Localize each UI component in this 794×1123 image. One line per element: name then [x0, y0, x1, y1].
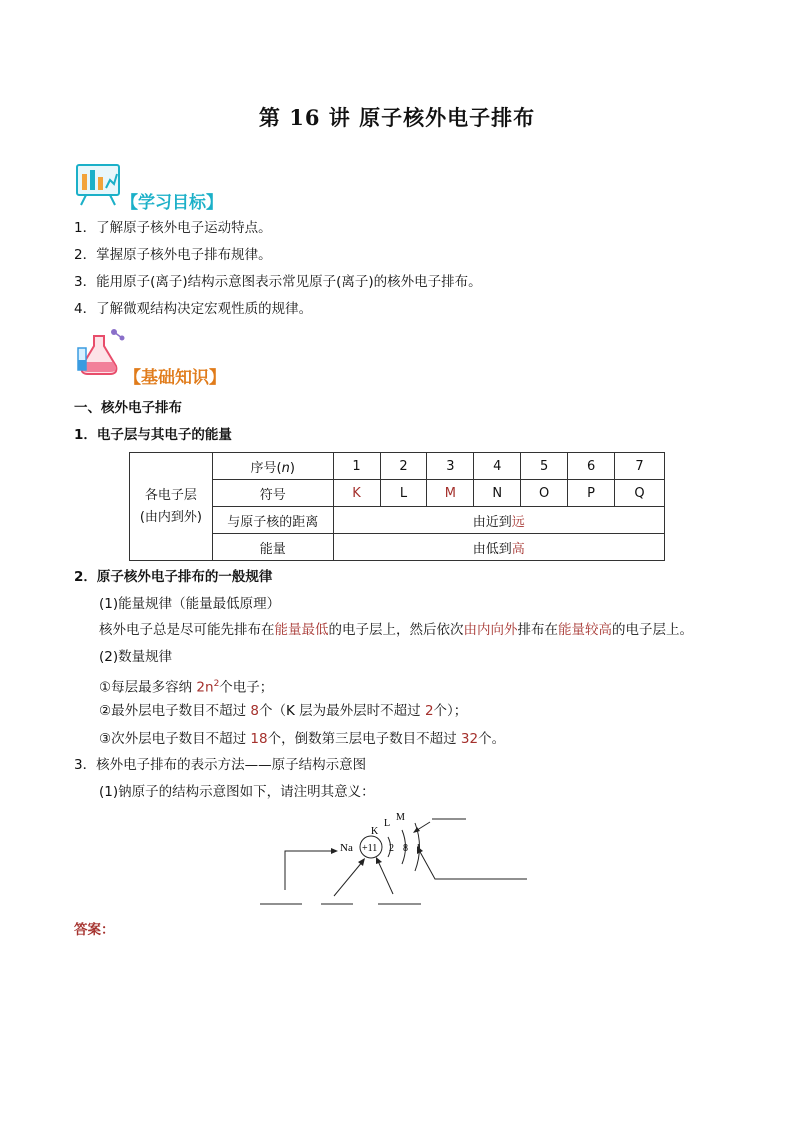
page-title: 第 16 讲 原子核外电子排布	[258, 105, 536, 130]
part-heading: 一、核外电子排布	[74, 400, 182, 416]
shell-label: L	[384, 818, 391, 829]
label-number: 序号(n)	[212, 453, 333, 480]
label-symbol: 符号	[212, 480, 333, 507]
subsection-heading: 1．电子层与其电子的能量	[74, 427, 232, 443]
distance-value: 由近到远	[333, 507, 664, 534]
answer-label: 答案：	[74, 922, 115, 938]
label-distance: 与原子核的距离	[212, 507, 333, 534]
electron-shell-table	[129, 452, 665, 561]
label-energy: 能量	[212, 534, 333, 561]
section-heading-basics: 【基础知识】	[124, 368, 226, 388]
question-text: (1)钠原子的结构示意图如下，请注明其意义：	[99, 784, 375, 800]
shell-number: 1	[333, 453, 380, 480]
flask-icon	[74, 326, 128, 378]
electron-count: 2	[389, 843, 394, 854]
shell-symbol: L	[380, 480, 427, 507]
shell-symbol: Q	[615, 480, 665, 507]
shell-label: M	[396, 812, 405, 823]
shell-number: 5	[521, 453, 568, 480]
shell-number: 3	[427, 453, 474, 480]
rule-text: 核外电子总是尽可能先排布在能量最低的电子层上，然后依次由内向外排布在能量较高的电子层上。	[99, 622, 693, 638]
shell-number: 4	[474, 453, 521, 480]
objective-item: 2．掌握原子核外电子排布规律。	[74, 247, 272, 263]
rule-title: (2)数量规律	[99, 649, 173, 665]
objective-item: 4．了解微观结构决定宏观性质的规律。	[74, 301, 313, 317]
nucleus-charge: +11	[362, 843, 378, 854]
sodium-atom-diagram	[250, 806, 540, 910]
shell-number: 2	[380, 453, 427, 480]
shell-symbol: M	[427, 480, 474, 507]
shell-symbol: K	[333, 480, 380, 507]
rule-title: (1)能量规律（能量最低原理）	[99, 596, 281, 612]
shell-label: K	[371, 826, 379, 837]
shell-symbol: P	[568, 480, 615, 507]
subsection-heading: 2．原子核外电子排布的一般规律	[74, 569, 273, 585]
electron-count: 8	[403, 843, 408, 854]
row-group-label: 各电子层 (由内到外)	[130, 453, 213, 561]
energy-value: 由低到高	[333, 534, 664, 561]
objective-item: 1．了解原子核外电子运动特点。	[74, 220, 272, 236]
element-symbol: Na	[340, 842, 353, 854]
section-heading-objectives: 【学习目标】	[121, 193, 223, 213]
shell-symbol: O	[521, 480, 568, 507]
shell-number: 7	[615, 453, 665, 480]
whiteboard-icon	[74, 162, 124, 206]
shell-number: 6	[568, 453, 615, 480]
rule-text: ②最外层电子数目不超过 8个（K 层为最外层时不超过 2个）；	[99, 703, 468, 719]
objective-item: 3．能用原子(离子)结构示意图表示常见原子(离子)的核外电子排布。	[74, 274, 482, 290]
shell-symbol: N	[474, 480, 521, 507]
subsection-heading: 3．核外电子排布的表示方法——原子结构示意图	[74, 757, 367, 773]
rule-text: ③次外层电子数目不超过 18个，倒数第三层电子数目不超过 32个。	[99, 731, 506, 747]
rule-text: ①每层最多容纳 $2n^2$个电子；	[99, 679, 274, 696]
